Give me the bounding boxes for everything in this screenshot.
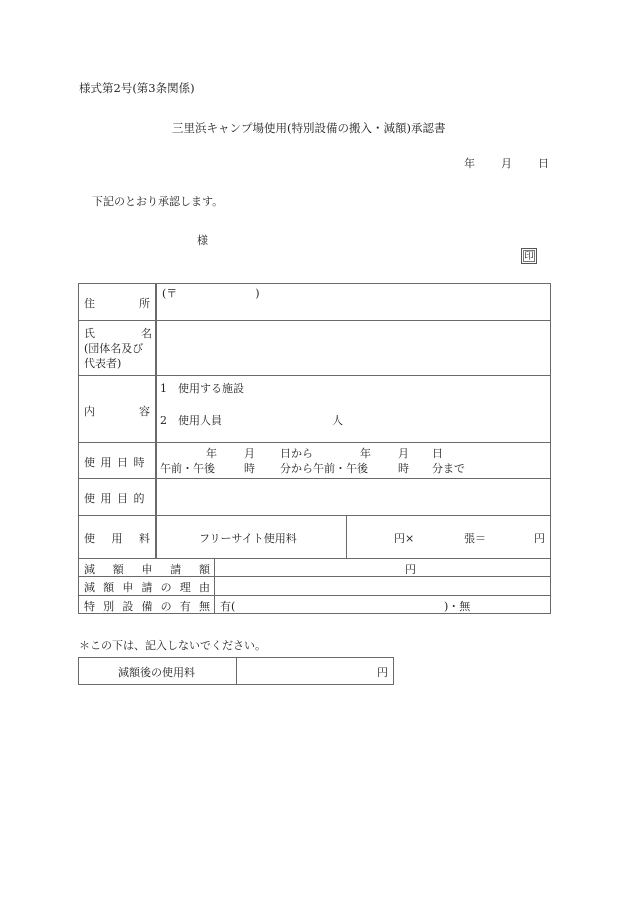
reduction-amount-unit[interactable]: 円 (405, 563, 416, 576)
special-equipment-yes[interactable]: 有( (220, 600, 236, 613)
facility-item[interactable]: 1 使用する施設 (160, 382, 244, 395)
name-field[interactable] (158, 322, 548, 374)
purpose-field[interactable] (158, 480, 548, 514)
address-label: 住 所 (84, 297, 150, 310)
office-use-note: ＊この下は、記入しないでください。 (79, 639, 266, 652)
form-number: 様式第2号(第3条関係) (79, 81, 195, 95)
reduction-reason-label: 減 額 申 請 の 理 由 (84, 581, 210, 594)
datetime-label: 使 用 日 時 (84, 456, 146, 469)
document-title: 三里浜キャンプ場使用(特別設備の搬入・減額)承認書 (172, 121, 446, 135)
persons-unit: 人 (332, 414, 343, 427)
reduction-reason-field[interactable] (216, 577, 549, 594)
fee-type: フリーサイト使用料 (199, 532, 297, 545)
address-field[interactable] (162, 285, 260, 301)
date-year: 年 (464, 157, 475, 170)
date-month: 月 (501, 157, 512, 170)
special-equipment-no[interactable]: )・無 (444, 600, 471, 613)
reduced-fee-unit: 円 (377, 666, 388, 679)
seal-icon: 印 (521, 248, 537, 264)
reduced-fee-label: 減額後の使用料 (118, 666, 195, 679)
intro-text: 下記のとおり承認します。 (92, 195, 224, 208)
name-label: 氏 名 (団体名及び 代表者) (84, 327, 152, 370)
reduction-amount-label: 減 額 申 請 額 (84, 563, 210, 576)
purpose-label: 使 用 目 的 (84, 492, 146, 505)
date-day: 日 (538, 157, 549, 170)
content-label: 内 容 (84, 405, 150, 418)
persons-item[interactable]: 2 使用人員 (160, 414, 222, 427)
addressee-suffix: 様 (197, 234, 208, 247)
postal-code-close: ) (255, 287, 260, 300)
special-equipment-label: 特 別 設 備 の 有 無 (84, 600, 210, 613)
postal-code-open: (〒 (162, 287, 178, 300)
fee-label: 使 用 料 (84, 532, 150, 545)
date-line (464, 155, 549, 171)
